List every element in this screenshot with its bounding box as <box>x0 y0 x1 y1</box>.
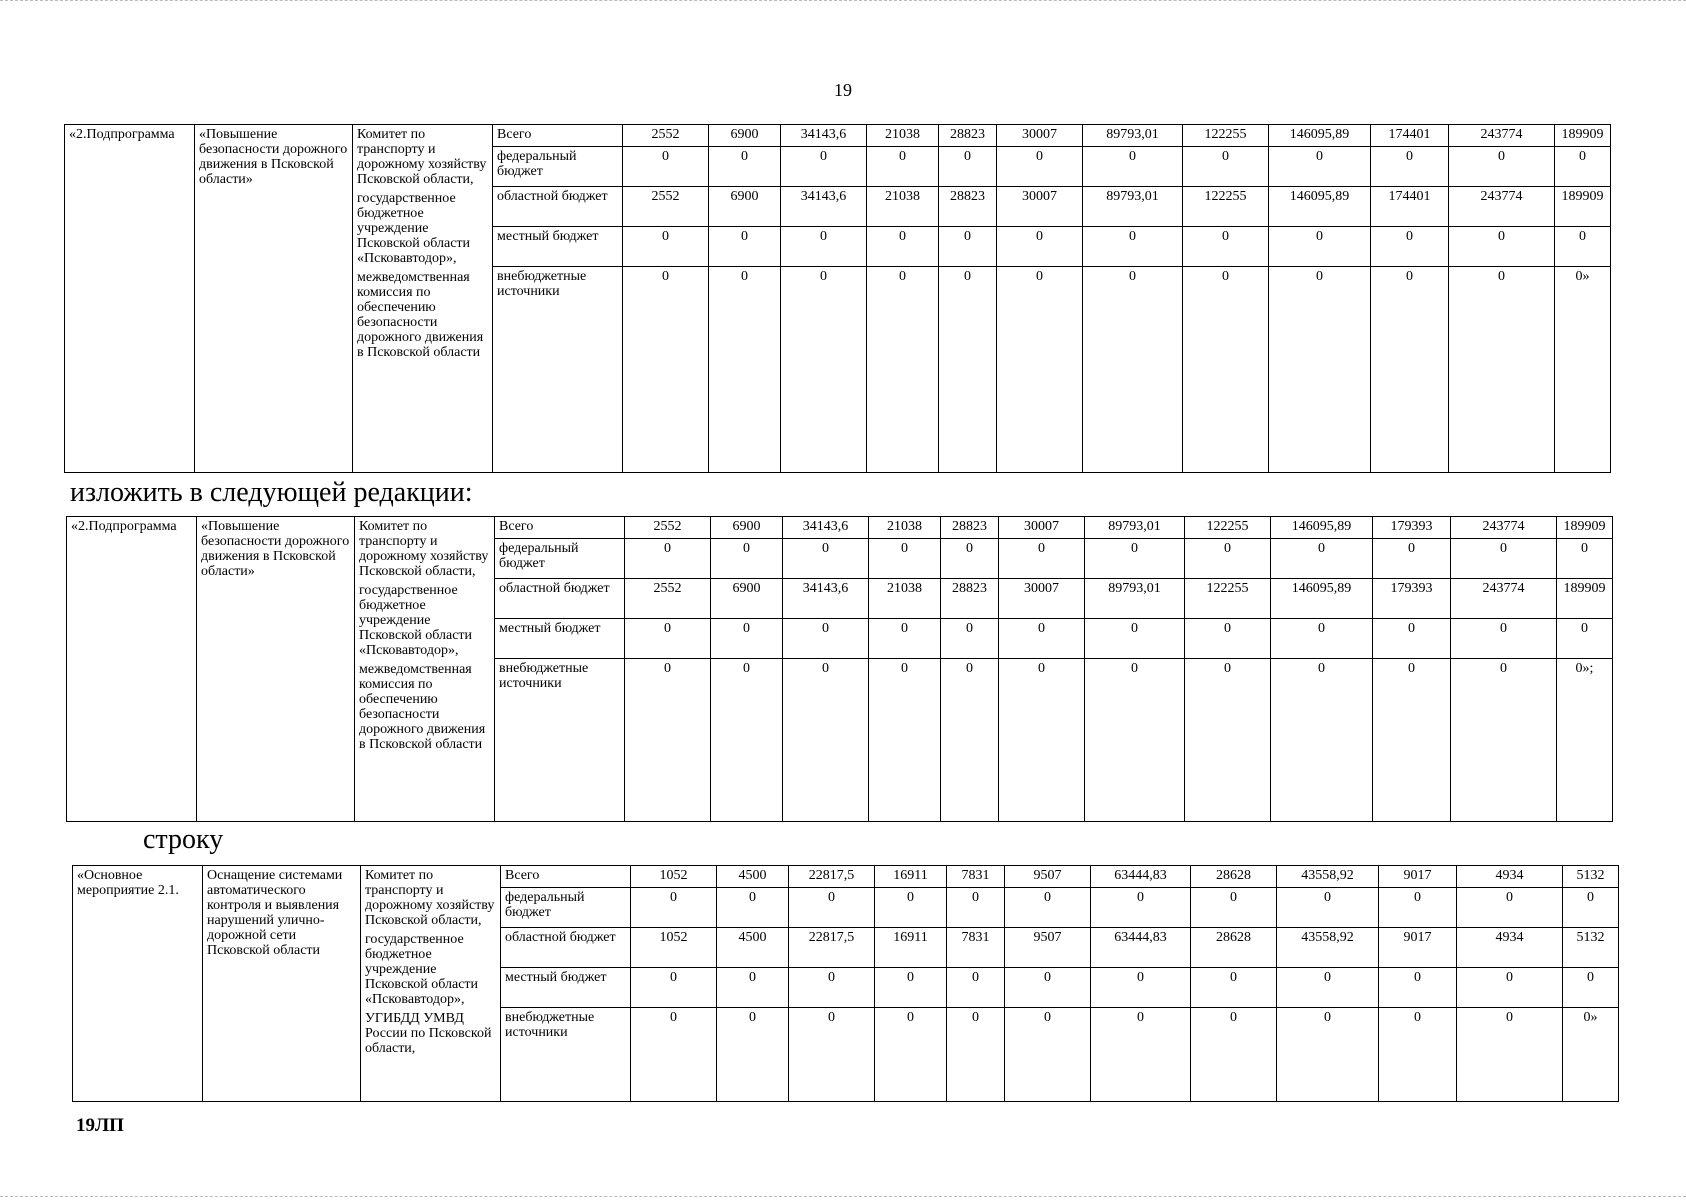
page-number: 19 <box>834 80 852 100</box>
amount-cell: 189909 <box>1557 579 1613 619</box>
amount-cell: 0 <box>717 888 789 928</box>
amount-cell: 0 <box>1183 267 1269 473</box>
executor-name: Комитет по транспорту и дорожному хозяйству Псковской области, <box>365 868 495 928</box>
scan-edge-bottom <box>0 1192 1686 1197</box>
executor-name: УГИБДД УМВД России по Псковской области, <box>365 1011 492 1056</box>
amount-cell: 22817,5 <box>789 928 875 968</box>
heading-new-edition: изложить в следующей редакции: <box>70 477 473 508</box>
amount-cell: 0 <box>1091 1008 1191 1102</box>
amount-cell: 0 <box>783 659 869 822</box>
amount-cell: 0 <box>789 968 875 1008</box>
amount-cell: 4934 <box>1457 928 1563 968</box>
funding-source-label: внебюджетные источники <box>493 267 623 473</box>
amount-cell: 63444,83 <box>1091 928 1191 968</box>
amount-cell: 30007 <box>997 187 1083 227</box>
amount-cell: 2552 <box>623 187 709 227</box>
amount-cell: 0 <box>999 619 1085 659</box>
amount-cell: 43558,92 <box>1277 866 1379 888</box>
amount-cell: 21038 <box>867 125 939 147</box>
amount-cell: 0» <box>1563 1008 1619 1102</box>
amount-cell: 5132 <box>1563 928 1619 968</box>
amount-cell: 0 <box>1005 1008 1091 1102</box>
executor-name: межведомственная комиссия по обеспечению безопасности дорожного движения в Псковской области <box>357 270 484 360</box>
amount-cell: 243774 <box>1451 517 1557 539</box>
amount-cell: 0 <box>625 619 711 659</box>
amount-cell: 0 <box>1555 227 1611 267</box>
amount-cell: 0 <box>623 147 709 187</box>
amount-cell: 89793,01 <box>1085 579 1185 619</box>
amount-cell: 0 <box>939 227 997 267</box>
amount-cell: 4500 <box>717 866 789 888</box>
program-name-cell: «Повышение безопасности дорожного движения в Псковской области» <box>197 517 355 822</box>
amount-cell: 6900 <box>711 517 783 539</box>
amount-cell: 0 <box>1373 659 1451 822</box>
amount-cell: 9507 <box>1005 928 1091 968</box>
amount-cell: 0 <box>623 227 709 267</box>
amount-cell: 179393 <box>1373 517 1451 539</box>
amount-cell: 0 <box>709 147 781 187</box>
amount-cell: 0 <box>631 1008 717 1102</box>
funding-source-label: Всего <box>495 517 625 539</box>
amount-cell: 0 <box>1085 539 1185 579</box>
funding-source-label: областной бюджет <box>493 187 623 227</box>
amount-cell: 4500 <box>717 928 789 968</box>
amount-cell: 243774 <box>1449 125 1555 147</box>
amount-cell: 28823 <box>939 187 997 227</box>
program-name-cell: «Повышение безопасности дорожного движения в Псковской области» <box>195 125 353 473</box>
amount-cell: 0 <box>711 659 783 822</box>
amount-cell: 34143,6 <box>781 187 867 227</box>
amount-cell: 0 <box>711 539 783 579</box>
budget-table-original <box>64 124 1611 473</box>
amount-cell: 0 <box>1091 888 1191 928</box>
amount-cell: 0 <box>1185 659 1271 822</box>
amount-cell: 0 <box>781 147 867 187</box>
amount-cell: 179393 <box>1373 579 1451 619</box>
program-name-cell: Оснащение системами автоматического контроля и выявления нарушений улично-дорожной сети Псковской области <box>203 866 361 1102</box>
amount-cell: 0 <box>875 968 947 1008</box>
funding-source-label: внебюджетные источники <box>501 1008 631 1102</box>
amount-cell: 6900 <box>709 187 781 227</box>
amount-cell: 0 <box>875 1008 947 1102</box>
amount-cell: 0 <box>1451 539 1557 579</box>
amount-cell: 0 <box>947 1008 1005 1102</box>
program-cell: «Основное мероприятие 2.1. <box>73 866 203 1102</box>
amount-cell: 0 <box>1379 968 1457 1008</box>
amount-cell: 0 <box>1373 619 1451 659</box>
amount-cell: 0 <box>875 888 947 928</box>
funding-source-label: Всего <box>501 866 631 888</box>
amount-cell: 21038 <box>867 187 939 227</box>
amount-cell: 0 <box>1457 1008 1563 1102</box>
funding-source-label: местный бюджет <box>501 968 631 1008</box>
amount-cell: 16911 <box>875 928 947 968</box>
amount-cell: 9017 <box>1379 928 1457 968</box>
amount-cell: 0» <box>1555 267 1611 473</box>
amount-cell: 146095,89 <box>1271 517 1373 539</box>
amount-cell: 0 <box>711 619 783 659</box>
executor-name: государственное бюджетное учреждение Псковской области «Псковавтодор», <box>365 932 479 1007</box>
heading-row: строку <box>143 824 224 855</box>
amount-cell: 89793,01 <box>1083 187 1183 227</box>
amount-cell: 30007 <box>999 579 1085 619</box>
executor-name: межведомственная комиссия по обеспечению безопасности дорожного движения в Псковской области <box>359 662 486 752</box>
amount-cell: 9017 <box>1379 866 1457 888</box>
amount-cell: 0 <box>1185 619 1271 659</box>
amount-cell: 146095,89 <box>1271 579 1373 619</box>
responsible-executor-cell <box>353 125 493 473</box>
amount-cell: 0 <box>1371 147 1449 187</box>
amount-cell: 0 <box>947 968 1005 1008</box>
amount-cell: 30007 <box>997 125 1083 147</box>
amount-cell: 0 <box>1005 888 1091 928</box>
funding-source-label: Всего <box>493 125 623 147</box>
amount-cell: 0 <box>941 659 999 822</box>
amount-cell: 0 <box>1451 619 1557 659</box>
budget-table-main-activity <box>72 865 1619 1102</box>
amount-cell: 34143,6 <box>783 579 869 619</box>
amount-cell: 0 <box>1271 539 1373 579</box>
amount-cell: 28823 <box>939 125 997 147</box>
amount-cell: 174401 <box>1371 187 1449 227</box>
amount-cell: 0 <box>781 267 867 473</box>
funding-source-label: федеральный бюджет <box>501 888 631 928</box>
amount-cell: 122255 <box>1185 579 1271 619</box>
executor-name: Комитет по транспорту и дорожному хозяйству Псковской области, <box>359 519 489 579</box>
amount-cell: 146095,89 <box>1269 187 1371 227</box>
amount-cell: 0 <box>1083 227 1183 267</box>
amount-cell: 2552 <box>625 579 711 619</box>
amount-cell: 0 <box>1373 539 1451 579</box>
amount-cell: 0 <box>867 267 939 473</box>
amount-cell: 0 <box>999 659 1085 822</box>
funding-source-label: федеральный бюджет <box>493 147 623 187</box>
amount-cell: 0 <box>1371 267 1449 473</box>
amount-cell: 0 <box>941 539 999 579</box>
amount-cell: 122255 <box>1183 187 1269 227</box>
executor-name: государственное бюджетное учреждение Псковской области «Псковавтодор», <box>357 191 471 266</box>
amount-cell: 0 <box>717 1008 789 1102</box>
amount-cell: 243774 <box>1449 187 1555 227</box>
amount-cell: 0 <box>1277 888 1379 928</box>
amount-cell: 0 <box>789 1008 875 1102</box>
amount-cell: 0 <box>631 888 717 928</box>
program-cell: «2.Подпрограмма <box>67 517 197 822</box>
amount-cell: 122255 <box>1183 125 1269 147</box>
amount-cell: 0 <box>941 619 999 659</box>
funding-source-label: местный бюджет <box>493 227 623 267</box>
amount-cell: 0 <box>1091 968 1191 1008</box>
amount-cell: 30007 <box>999 517 1085 539</box>
budget-table-new-edition <box>66 516 1613 822</box>
amount-cell: 0 <box>717 968 789 1008</box>
amount-cell: 0 <box>1271 659 1373 822</box>
amount-cell: 0 <box>1085 659 1185 822</box>
amount-cell: 0 <box>783 539 869 579</box>
amount-cell: 7831 <box>947 928 1005 968</box>
amount-cell: 0 <box>1269 147 1371 187</box>
amount-cell: 0 <box>1269 267 1371 473</box>
amount-cell: 9507 <box>1005 866 1091 888</box>
amount-cell: 1052 <box>631 928 717 968</box>
document-code: 19ЛП <box>76 1115 124 1136</box>
amount-cell: 0 <box>1457 888 1563 928</box>
amount-cell: 21038 <box>869 579 941 619</box>
amount-cell: 0 <box>869 619 941 659</box>
amount-cell: 2552 <box>625 517 711 539</box>
table-row <box>67 517 1613 539</box>
amount-cell: 0 <box>1451 659 1557 822</box>
responsible-executor-cell <box>361 866 501 1102</box>
amount-cell: 21038 <box>869 517 941 539</box>
amount-cell: 0 <box>1183 147 1269 187</box>
funding-source-label: областной бюджет <box>501 928 631 968</box>
amount-cell: 0 <box>709 227 781 267</box>
amount-cell: 0 <box>1449 267 1555 473</box>
amount-cell: 0 <box>1005 968 1091 1008</box>
amount-cell: 0 <box>997 147 1083 187</box>
executor-name: государственное бюджетное учреждение Псковской области «Псковавтодор», <box>359 583 473 658</box>
amount-cell: 0 <box>1555 147 1611 187</box>
amount-cell: 1052 <box>631 866 717 888</box>
amount-cell: 7831 <box>947 866 1005 888</box>
amount-cell: 34143,6 <box>781 125 867 147</box>
amount-cell: 0 <box>1563 888 1619 928</box>
amount-cell: 6900 <box>711 579 783 619</box>
amount-cell: 174401 <box>1371 125 1449 147</box>
amount-cell: 0 <box>1183 227 1269 267</box>
amount-cell: 0 <box>1457 968 1563 1008</box>
amount-cell: 34143,6 <box>783 517 869 539</box>
amount-cell: 28628 <box>1191 866 1277 888</box>
amount-cell: 0 <box>997 227 1083 267</box>
amount-cell: 243774 <box>1451 579 1557 619</box>
amount-cell: 189909 <box>1555 187 1611 227</box>
amount-cell: 0 <box>947 888 1005 928</box>
funding-source-label: местный бюджет <box>495 619 625 659</box>
executor-name: Комитет по транспорту и дорожному хозяйству Псковской области, <box>357 127 487 187</box>
amount-cell: 28823 <box>941 579 999 619</box>
amount-cell: 0 <box>781 227 867 267</box>
amount-cell: 0 <box>789 888 875 928</box>
scan-edge-top <box>0 0 1686 6</box>
amount-cell: 0 <box>1191 968 1277 1008</box>
amount-cell: 0 <box>1371 227 1449 267</box>
amount-cell: 146095,89 <box>1269 125 1371 147</box>
amount-cell: 63444,83 <box>1091 866 1191 888</box>
amount-cell: 0 <box>1269 227 1371 267</box>
amount-cell: 0 <box>869 659 941 822</box>
amount-cell: 0 <box>939 267 997 473</box>
amount-cell: 0 <box>783 619 869 659</box>
amount-cell: 0 <box>1379 1008 1457 1102</box>
amount-cell: 0 <box>939 147 997 187</box>
amount-cell: 0 <box>1449 227 1555 267</box>
amount-cell: 0 <box>1563 968 1619 1008</box>
amount-cell: 0 <box>625 539 711 579</box>
program-cell: «2.Подпрограмма <box>65 125 195 473</box>
amount-cell: 0 <box>869 539 941 579</box>
amount-cell: 0 <box>1557 539 1613 579</box>
amount-cell: 0 <box>1085 619 1185 659</box>
amount-cell: 0 <box>1191 888 1277 928</box>
amount-cell: 0 <box>623 267 709 473</box>
amount-cell: 0 <box>867 147 939 187</box>
amount-cell: 0 <box>997 267 1083 473</box>
table-row <box>65 125 1611 147</box>
amount-cell: 0»; <box>1557 659 1613 822</box>
funding-source-label: внебюджетные источники <box>495 659 625 822</box>
amount-cell: 0 <box>1277 1008 1379 1102</box>
funding-source-label: областной бюджет <box>495 579 625 619</box>
amount-cell: 0 <box>625 659 711 822</box>
amount-cell: 43558,92 <box>1277 928 1379 968</box>
amount-cell: 28628 <box>1191 928 1277 968</box>
amount-cell: 0 <box>999 539 1085 579</box>
amount-cell: 2552 <box>623 125 709 147</box>
amount-cell: 5132 <box>1563 866 1619 888</box>
amount-cell: 0 <box>631 968 717 1008</box>
amount-cell: 0 <box>1271 619 1373 659</box>
amount-cell: 0 <box>1185 539 1271 579</box>
amount-cell: 16911 <box>875 866 947 888</box>
amount-cell: 122255 <box>1185 517 1271 539</box>
funding-source-label: федеральный бюджет <box>495 539 625 579</box>
amount-cell: 0 <box>1191 1008 1277 1102</box>
amount-cell: 89793,01 <box>1085 517 1185 539</box>
amount-cell: 0 <box>1083 267 1183 473</box>
amount-cell: 89793,01 <box>1083 125 1183 147</box>
amount-cell: 189909 <box>1557 517 1613 539</box>
amount-cell: 28823 <box>941 517 999 539</box>
amount-cell: 0 <box>1083 147 1183 187</box>
amount-cell: 0 <box>1557 619 1613 659</box>
amount-cell: 0 <box>709 267 781 473</box>
amount-cell: 0 <box>1277 968 1379 1008</box>
amount-cell: 0 <box>867 227 939 267</box>
amount-cell: 189909 <box>1555 125 1611 147</box>
table-row <box>73 866 1619 888</box>
amount-cell: 6900 <box>709 125 781 147</box>
responsible-executor-cell <box>355 517 495 822</box>
amount-cell: 0 <box>1449 147 1555 187</box>
amount-cell: 22817,5 <box>789 866 875 888</box>
amount-cell: 0 <box>1379 888 1457 928</box>
amount-cell: 4934 <box>1457 866 1563 888</box>
